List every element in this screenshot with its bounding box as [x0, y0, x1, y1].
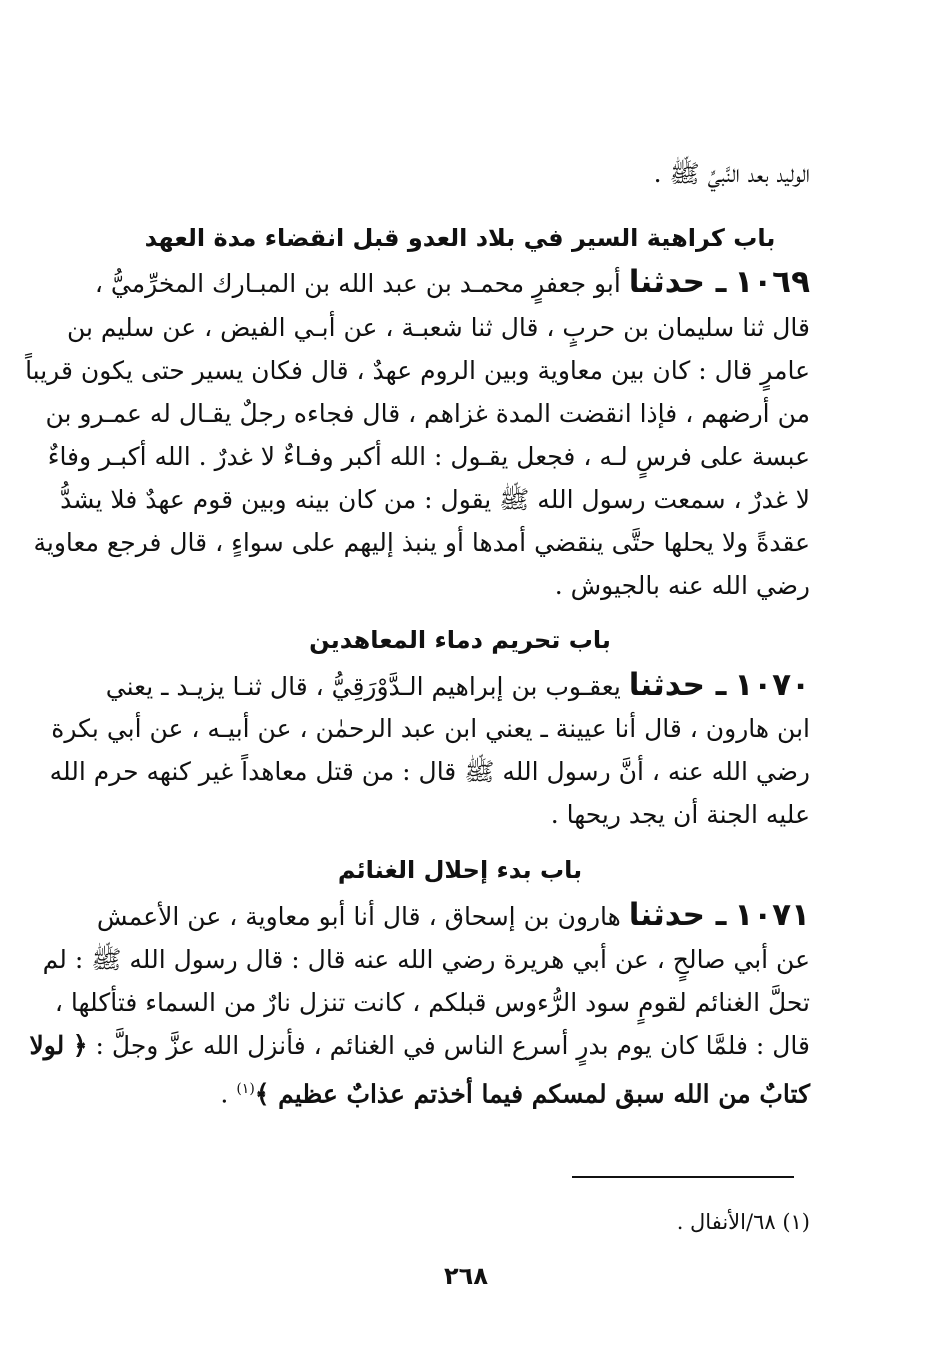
hadith-line: ابن هارون ، قال أنا عيينة ـ يعني ابن عبد الرحمٰن ، عن أبيـه ، عن أبي بكرة	[51, 714, 810, 743]
hadith-text: هارون بن إسحاق ، قال أنا أبو معاوية ، عن الأعمش	[96, 902, 621, 931]
sentence-end: .	[220, 1079, 237, 1109]
hadith-line: رضي الله عنه ، أنَّ رسول الله ﷺ قال : من قتل معاهداً غير كنهه حرم الله	[49, 757, 810, 786]
hadith-line: عبسة على فرسٍ لـه ، فجعل يقـول : الله أكبر وفـاءٌ لا غدرٌ . الله أكبـر وفاءٌ	[47, 442, 810, 471]
hadith-line: لا غدرٌ ، سمعت رسول الله ﷺ يقول : من كان بينه وبين قوم عهدٌ فلا يشدُّ	[60, 485, 810, 514]
hadith-1071-first-line	[96, 895, 810, 935]
haddathana-label: ـ حدثنا	[628, 264, 727, 300]
page-number: ٢٦٨	[444, 1262, 488, 1290]
hadith-text: يعقـوب بن إبراهيم الـدَّوْرَقِيُّ ، قال ثنـا يزيـد ـ يعني	[105, 672, 621, 701]
hadith-line: عامرٍ قال : كان بين معاوية وبين الروم عهدٌ ، قال فكان يسير حتى يكون قريباً	[25, 356, 810, 385]
hadith-1069-first-line	[94, 262, 810, 302]
hadith-line: عليه الجنة أن يجد ريحها .	[550, 800, 810, 829]
section-heading-1: باب كراهية السير في بلاد العدو قبل انقضاء مدة العهد	[144, 224, 776, 252]
quran-quote: كتابٌ من الله سبق لمسكم فيما أخذتم عذابٌ عظيم ﴾	[254, 1079, 810, 1109]
hadith-line: تحلَّ الغنائم لقومٍ سود الرُّءوس قبلكم ، كانت تنزل نارٌ من السماء فتأكلها ،	[54, 988, 810, 1017]
hadith-line: عقدةً ولا يحلها حتَّى ينقضي أمدها أو ينبذ إليهم على سواءٍ ، قال فرجع معاوية	[33, 528, 810, 557]
hadith-number: ١٠٧١	[734, 897, 810, 933]
haddathana-label: ـ حدثنا	[628, 897, 727, 933]
footnote-ref: (١)	[236, 1081, 255, 1097]
section-heading-3: باب بدء إحلال الغنائم	[337, 856, 583, 884]
intro-line: الوليد بعد النَّبيِّ ﷺ .	[653, 159, 810, 188]
quran-quote-start: ﴿ لولا	[29, 1031, 88, 1060]
hadith-text: قال : فلمَّا كان يوم بدرٍ أسرع الناس في الغنائم ، فأنزل الله عزَّ وجلَّ :	[95, 1031, 810, 1060]
section-heading-2: باب تحريم دماء المعاهدين	[309, 626, 611, 654]
hadith-line	[29, 1026, 810, 1066]
hadith-line: عن أبي صالحٍ ، عن أبي هريرة رضي الله عنه قال : قال رسول الله ﷺ : لم	[42, 945, 810, 974]
footnote: (١) ٦٨/الأنفال .	[676, 1210, 810, 1234]
haddathana-label: ـ حدثنا	[628, 667, 727, 703]
hadith-line: قال ثنا سليمان بن حربٍ ، قال ثنا شعبـة ، عن أبـي الفيض ، عن سليم بن	[66, 313, 810, 342]
hadith-number: ١٠٦٩	[734, 264, 810, 300]
quran-quote-line	[110, 1069, 810, 1109]
hadith-text: أبو جعفرٍ محمـد بن عبد الله بن المبـارك المخرِّميُّ ،	[94, 269, 621, 298]
hadith-1070-first-line	[105, 665, 810, 705]
hadith-line: من أرضهم ، فإذا انقضت المدة غزاهم ، قال فجاءه رجلٌ يقـال له عمـرو بن	[45, 399, 810, 428]
footnote-divider	[572, 1176, 794, 1178]
hadith-number: ١٠٧٠	[734, 667, 810, 703]
hadith-line: رضي الله عنه بالجيوش .	[554, 571, 810, 600]
